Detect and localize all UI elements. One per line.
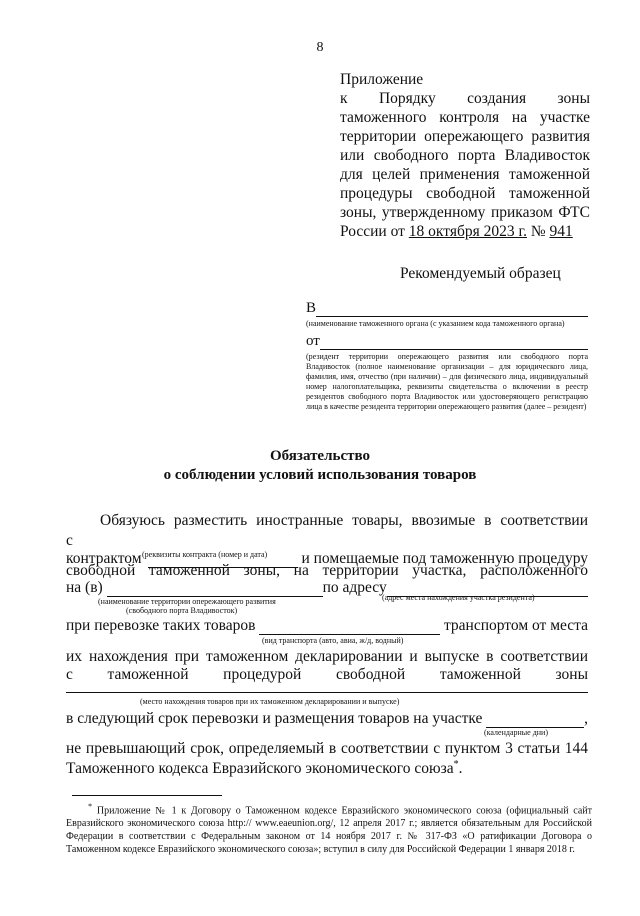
territory-field[interactable] (107, 582, 323, 597)
appendix-header (340, 70, 590, 241)
body-line-customs: их нахождения при таможенном декларировании и выпуске в соответствии (66, 648, 588, 665)
appendix-text: к Порядку создания зоны таможенного контроля на участке территории опережающего развития или свободного порта Владивосток для целей применения таможенной процедуры свободной таможенной зоны, утвержденному приказом ФТС России от 18 октября 2023 г. № 941 (340, 90, 590, 240)
body-contract-line: с контрактом и помещаемые под таможенную процедуру (66, 532, 588, 567)
place-field[interactable] (66, 678, 588, 693)
place-hint: (место нахождения товаров при их таможенном декларировании и выпуске) (140, 697, 400, 706)
appendix-title: Приложение (340, 71, 424, 88)
footnote: * Приложение № 1 к Договору о Таможенном кодексе Евразийского экономического союза (официальный сайт Евразийского экономического союза http:// www.eaeunion.org/, 12 апреля 2017 г.; является обязательным для Российской Федерации в соответствии с Федеральным законом от 14 ноября 2017 г. № 317-ФЗ «О ратификации Договора о Таможенном кодексе Евразийского экономического союза»; вступил в силу для Российской Федерации 1 января 2018 г. (66, 802, 592, 856)
recommended-sample: Рекомендуемый образец (400, 265, 561, 282)
body-line-procedure: с таможенной процедурой свободной таможенной зоны (66, 666, 588, 683)
from-field[interactable] (320, 335, 588, 350)
body-line-1: Обязуюсь разместить иностранные товары, ввозимые в соответствии (100, 512, 588, 529)
body-territory-line: на (в) по адресу (66, 579, 588, 597)
from-hint: (резидент территории опережающего развития или свободного порта Владивосток (полное наименование организации – для юридического лица, фамилия, имя, отчество (при наличии) – для физического лица, индивидуальный номер налогоплательщика, реквизиты свидетельства о включении в реестр резидентов свободного порта Владивосток или удостоверяющего регистрацию лица в качестве резидента территории опережающего развития (далее – резидент) (306, 352, 588, 411)
port-hint: (свободного порта Владивосток) (126, 606, 238, 615)
body-line-article: не превышающий срок, определяемый в соответствии с пунктом 3 статьи 144 (66, 740, 588, 757)
order-date: 18 октября 2023 г. (408, 223, 527, 240)
transport-hint: (вид транспорта (авто, авиа, ж/д, водный) (262, 636, 404, 645)
territory-hint: (наименование территории опережающего развития (98, 597, 276, 606)
document-title: Обязательство о соблюдении условий использования товаров (163, 448, 477, 483)
to-field[interactable] (316, 302, 588, 317)
address-hint: (адрес места нахождения участка резидента) (382, 593, 535, 602)
body-line-code: Таможенного кодекса Евразийского экономического союза*. (66, 759, 463, 778)
to-label: В (306, 300, 317, 316)
transport-field[interactable] (259, 620, 440, 635)
to-hint: (наименование таможенного органа (с указанием кода таможенного органа) (306, 319, 565, 328)
contract-hint: (реквизиты контракта (номер и дата) (142, 550, 268, 559)
footnote-divider (72, 795, 222, 796)
days-field[interactable] (486, 713, 584, 728)
from-label: от (306, 333, 320, 349)
order-number: 941 (549, 223, 573, 240)
body-term-line: в следующий срок перевозки и размещения товаров на участке , (66, 710, 588, 727)
recipient-block (306, 300, 588, 412)
page-number: 8 (316, 40, 324, 55)
footnote-ref[interactable]: * (453, 759, 459, 770)
days-hint: (календарные дни) (484, 728, 548, 737)
body-transport-line: при перевозке таких товаров транспортом от места (66, 617, 588, 634)
body-line-3: свободной таможенной зоны, на территории участка, расположенного (66, 562, 588, 579)
